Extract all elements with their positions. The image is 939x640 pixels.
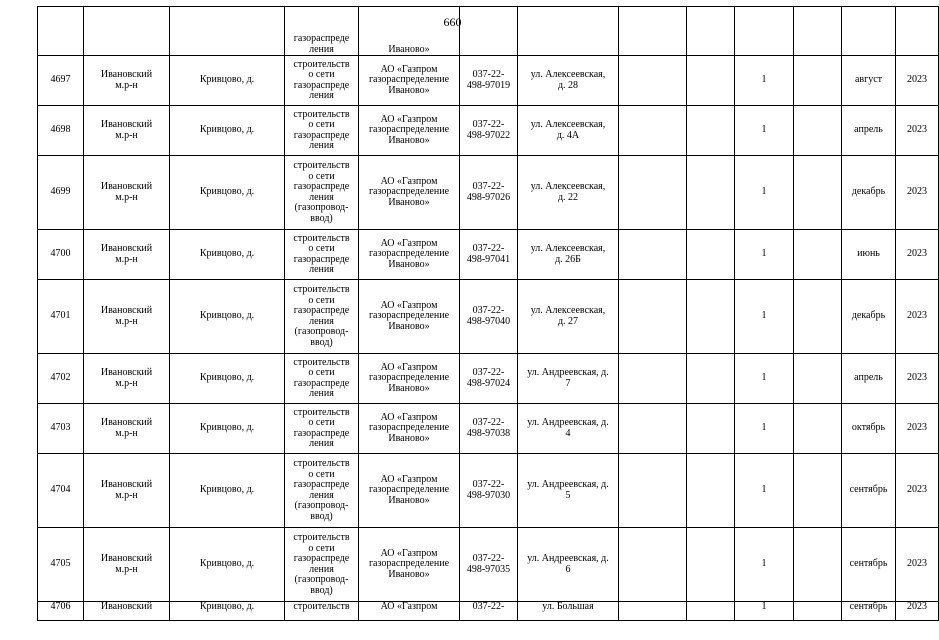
cell-locality: Кривцово, д. xyxy=(170,156,285,230)
cell-address: ул. Андреевская, д. 7 xyxy=(518,354,619,404)
cell-month: июнь xyxy=(842,230,896,280)
table-row xyxy=(38,156,939,230)
cell-code: 037-22- 498-97040 xyxy=(460,280,518,354)
cell-month: декабрь xyxy=(842,156,896,230)
cell-district: Ивановский м.р-н xyxy=(84,106,170,156)
cell-work-type: газораспреде ления xyxy=(285,7,359,56)
cell-month: сентябрь xyxy=(842,454,896,528)
cell-district: Ивановский м.р-н xyxy=(84,528,170,602)
cell-empty xyxy=(619,230,687,280)
cell-organization: АО «Газпром газораспределение Иваново» xyxy=(359,230,460,280)
cell-count: 1 xyxy=(735,56,794,106)
cell-locality: Кривцово, д. xyxy=(170,56,285,106)
cell-empty xyxy=(794,528,842,602)
cell-organization: АО «Газпром газораспределение Иваново» xyxy=(359,156,460,230)
cell-empty xyxy=(687,354,735,404)
cell-locality: Кривцово, д. xyxy=(170,106,285,156)
cell-work-type: строительств о сети газораспреде ления (газопровод- ввод) xyxy=(285,528,359,602)
cell-empty xyxy=(794,56,842,106)
cell-district xyxy=(84,7,170,56)
cell-month: октябрь xyxy=(842,404,896,454)
cell-address: ул. Алексеевская, д. 26Б xyxy=(518,230,619,280)
cell-month: август xyxy=(842,56,896,106)
cell-number: 4705 xyxy=(38,528,84,602)
cell-district: Ивановский м.р-н xyxy=(84,354,170,404)
cell-empty xyxy=(794,280,842,354)
cell-count: 1 xyxy=(735,354,794,404)
cell-district: Ивановский м.р-н xyxy=(84,56,170,106)
cell-empty xyxy=(794,106,842,156)
cell-empty xyxy=(619,528,687,602)
cell-year: 2023 xyxy=(896,56,939,106)
cell-work-type: строительств о сети газораспреде ления (газопровод- ввод) xyxy=(285,280,359,354)
cell-work-type: строительств о сети газораспреде ления xyxy=(285,230,359,280)
cell-month: декабрь xyxy=(842,280,896,354)
cell-count: 1 xyxy=(735,230,794,280)
cell-address: ул. Алексеевская, д. 4А xyxy=(518,106,619,156)
table-row xyxy=(38,106,939,156)
cell-locality xyxy=(170,7,285,56)
cell-locality: Кривцово, д. xyxy=(170,528,285,602)
cell-empty xyxy=(619,454,687,528)
cell-empty xyxy=(687,602,735,621)
cell-code xyxy=(460,7,518,56)
cell-empty xyxy=(687,528,735,602)
cell-year: 2023 xyxy=(896,280,939,354)
cell-month xyxy=(842,7,896,56)
cell-work-type: строительств о сети газораспреде ления xyxy=(285,404,359,454)
cell-year: 2023 xyxy=(896,230,939,280)
cell-district: Ивановский м.р-н xyxy=(84,230,170,280)
cell-organization: АО «Газпром газораспределение Иваново» xyxy=(359,404,460,454)
cell-work-type: строительств о сети газораспреде ления xyxy=(285,354,359,404)
cell-organization: АО «Газпром газораспределение Иваново» xyxy=(359,56,460,106)
cell-empty xyxy=(619,106,687,156)
cell-number: 4700 xyxy=(38,230,84,280)
cell-organization: Иваново» xyxy=(359,7,460,56)
cell-empty xyxy=(687,404,735,454)
cell-empty xyxy=(794,156,842,230)
cell-district: Ивановский xyxy=(84,602,170,621)
cell-empty xyxy=(619,354,687,404)
cell-address: ул. Андреевская, д. 4 xyxy=(518,404,619,454)
cell-district: Ивановский м.р-н xyxy=(84,454,170,528)
cell-district: Ивановский м.р-н xyxy=(84,404,170,454)
cell-organization: АО «Газпром xyxy=(359,602,460,621)
cell-locality: Кривцово, д. xyxy=(170,280,285,354)
cell-year: 2023 xyxy=(896,602,939,621)
cell-count: 1 xyxy=(735,156,794,230)
cell-work-type: строительств xyxy=(285,602,359,621)
cell-year: 2023 xyxy=(896,404,939,454)
page-number: 660 xyxy=(443,15,462,29)
cell-locality: Кривцово, д. xyxy=(170,230,285,280)
cell-empty xyxy=(619,56,687,106)
cell-empty xyxy=(687,106,735,156)
cell-count: 1 xyxy=(735,404,794,454)
cell-address: ул. Андреевская, д. 6 xyxy=(518,528,619,602)
cell-count: 1 xyxy=(735,454,794,528)
table-row xyxy=(38,354,939,404)
table-row xyxy=(38,404,939,454)
cell-locality: Кривцово, д. xyxy=(170,454,285,528)
cell-number: 4699 xyxy=(38,156,84,230)
cell-address: ул. Алексеевская, д. 27 xyxy=(518,280,619,354)
cell-address: ул. Андреевская, д. 5 xyxy=(518,454,619,528)
cell-year xyxy=(896,7,939,56)
cell-month: апрель xyxy=(842,354,896,404)
cell-number: 4703 xyxy=(38,404,84,454)
cell-number: 4701 xyxy=(38,280,84,354)
cell-organization: АО «Газпром газораспределение Иваново» xyxy=(359,528,460,602)
cell-address xyxy=(518,7,619,56)
cell-empty xyxy=(794,404,842,454)
table-row xyxy=(38,602,939,621)
cell-empty xyxy=(619,156,687,230)
cell-year: 2023 xyxy=(896,106,939,156)
table-row xyxy=(38,230,939,280)
cell-year: 2023 xyxy=(896,454,939,528)
cell-code: 037-22- 498-97035 xyxy=(460,528,518,602)
cell-empty xyxy=(794,602,842,621)
table-row xyxy=(38,280,939,354)
cell-count: 1 xyxy=(735,106,794,156)
cell-empty xyxy=(687,7,735,56)
cell-work-type: строительств о сети газораспреде ления xyxy=(285,56,359,106)
cell-empty xyxy=(794,7,842,56)
cell-address: ул. Алексеевская, д. 22 xyxy=(518,156,619,230)
cell-empty xyxy=(687,156,735,230)
cell-empty xyxy=(794,454,842,528)
cell-code: 037-22- 498-97024 xyxy=(460,354,518,404)
cell-number xyxy=(38,7,84,56)
cell-organization: АО «Газпром газораспределение Иваново» xyxy=(359,106,460,156)
cell-code: 037-22- xyxy=(460,602,518,621)
cell-organization: АО «Газпром газораспределение Иваново» xyxy=(359,454,460,528)
cell-year: 2023 xyxy=(896,528,939,602)
cell-code: 037-22- 498-97022 xyxy=(460,106,518,156)
cell-work-type: строительств о сети газораспреде ления (газопровод- ввод) xyxy=(285,454,359,528)
cell-count: 1 xyxy=(735,280,794,354)
cell-empty xyxy=(619,404,687,454)
cell-year: 2023 xyxy=(896,354,939,404)
cell-empty xyxy=(619,7,687,56)
cell-month: сентябрь xyxy=(842,528,896,602)
cell-organization: АО «Газпром газораспределение Иваново» xyxy=(359,280,460,354)
cell-empty xyxy=(687,280,735,354)
cell-empty xyxy=(687,454,735,528)
cell-locality: Кривцово, д. xyxy=(170,404,285,454)
cell-code: 037-22- 498-97041 xyxy=(460,230,518,280)
table-row xyxy=(38,454,939,528)
cell-month: сентябрь xyxy=(842,602,896,621)
register-table xyxy=(37,6,939,621)
cell-empty xyxy=(794,354,842,404)
cell-empty xyxy=(687,56,735,106)
cell-number: 4702 xyxy=(38,354,84,404)
cell-year: 2023 xyxy=(896,156,939,230)
cell-empty xyxy=(687,230,735,280)
cell-count xyxy=(735,7,794,56)
cell-district: Ивановский м.р-н xyxy=(84,280,170,354)
cell-code: 037-22- 498-97038 xyxy=(460,404,518,454)
cell-work-type: строительств о сети газораспреде ления xyxy=(285,106,359,156)
cell-number: 4704 xyxy=(38,454,84,528)
cell-locality: Кривцово, д. xyxy=(170,354,285,404)
cell-code: 037-22- 498-97026 xyxy=(460,156,518,230)
cell-empty xyxy=(794,230,842,280)
cell-number: 4706 xyxy=(38,602,84,621)
cell-empty xyxy=(619,280,687,354)
cell-number: 4697 xyxy=(38,56,84,106)
cell-empty xyxy=(619,602,687,621)
cell-address: ул. Большая xyxy=(518,602,619,621)
cell-month: апрель xyxy=(842,106,896,156)
cell-number: 4698 xyxy=(38,106,84,156)
cell-count: 1 xyxy=(735,528,794,602)
cell-work-type: строительств о сети газораспреде ления (газопровод- ввод) xyxy=(285,156,359,230)
cell-code: 037-22- 498-97030 xyxy=(460,454,518,528)
cell-locality: Кривцово, д. xyxy=(170,602,285,621)
cell-code: 037-22- 498-97019 xyxy=(460,56,518,106)
cell-district: Ивановский м.р-н xyxy=(84,156,170,230)
table-row xyxy=(38,528,939,602)
cell-organization: АО «Газпром газораспределение Иваново» xyxy=(359,354,460,404)
cell-address: ул. Алексеевская, д. 28 xyxy=(518,56,619,106)
cell-count: 1 xyxy=(735,602,794,621)
table-row-continuation xyxy=(38,7,939,56)
table-row xyxy=(38,56,939,106)
